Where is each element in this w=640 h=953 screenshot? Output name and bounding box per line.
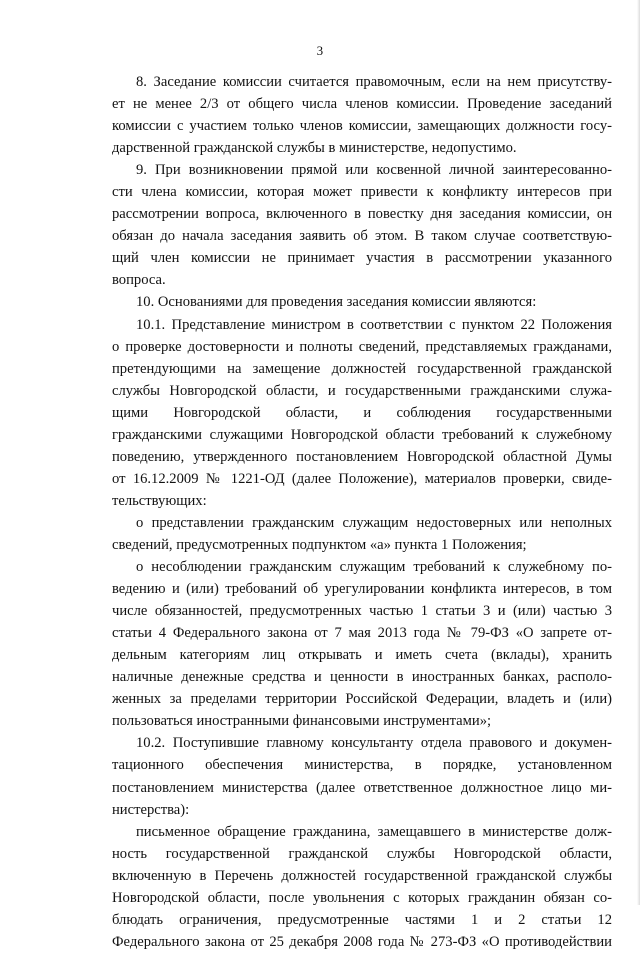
text-line: 10.1. Представление министром в соответствии с пунктом 22 Положения: [136, 316, 612, 333]
text-line: 8. Заседание комиссии считается правомочным, если на нем присутству-: [136, 74, 612, 90]
page-number: 3: [316, 43, 324, 58]
text-line: о несоблюдении гражданским служащим требований к служебному по-: [136, 559, 612, 576]
text-line: обязан до начала заседания заявить об этом. В таком случае соответствую-: [112, 228, 612, 245]
text-line: щими Новгородской области, и соблюдения государственными: [112, 404, 612, 421]
text-line: Федерального закона от 25 декабря 2008 года № 273-ФЗ «О противодействии: [112, 933, 612, 950]
text-line: пользоваться иностранными финансовыми инструментами»;: [112, 713, 492, 730]
text-line: 10.2. Поступившие главному консультанту отдела правового и докумен-: [136, 735, 612, 752]
text-line: блюдать ограничения, предусмотренные частями 1 и 2 статьи 12: [112, 911, 612, 928]
text-line: нистерства):: [112, 801, 190, 818]
text-line: Новгородской области, после увольнения с которых гражданин обязан со-: [112, 889, 612, 906]
text-line: сведений, предусмотренных подпунктом «а» пункта 1 Положения;: [112, 536, 527, 553]
text-line: ность государственной гражданской службы Новгородской области,: [112, 845, 612, 862]
text-line: 10. Основаниями для проведения заседания комиссии являются:: [136, 294, 537, 311]
text-line: дарственной гражданской службы в министерстве, недопустимо.: [112, 140, 517, 157]
text-line: вопроса.: [112, 272, 166, 289]
text-line: службы Новгородской области, и государственными гражданскими служа-: [112, 382, 612, 399]
document-body: [112, 71, 612, 953]
text-line: ведению и (или) требований об урегулировании конфликта интересов, в том: [112, 581, 612, 598]
text-line: тационного обеспечения министерства, в порядке, установленном: [112, 757, 612, 774]
text-line: претендующими на замещение должностей государственной гражданской: [112, 360, 612, 377]
text-line: письменное обращение гражданина, замещавшего в министерстве долж-: [136, 823, 612, 840]
text-line: сти члена комиссии, которая может привести к конфликту интересов при: [112, 184, 612, 201]
text-line: числе обязанностей, предусмотренных частью 1 статьи 3 и (или) частью 3: [112, 603, 612, 620]
text-line: поведению, утвержденного постановлением Новгородской областной Думы: [112, 448, 612, 465]
text-line: дельным категориям лиц открывать и иметь счета (вклады), хранить: [112, 647, 612, 664]
text-line: статьи 4 Федерального закона от 7 мая 2013 года № 79-ФЗ «О запрете от-: [112, 625, 612, 642]
text-line: ет не менее 2/3 от общего числа членов комиссии. Проведение заседаний: [112, 96, 612, 113]
text-line: комиссии с участием только членов комиссии, замещающих должности госу-: [112, 118, 612, 135]
text-line: гражданскими служащими Новгородской области требований к служебному: [112, 426, 612, 443]
text-line: включенную в Перечень должностей государственной гражданской службы: [112, 867, 612, 884]
text-line: о проверке достоверности и полноты сведений, представляемых гражданами,: [112, 338, 612, 355]
text-line: от 16.12.2009 № 1221-ОД (далее Положение), материалов проверки, свиде-: [112, 470, 612, 487]
text-line: постановлением министерства (далее ответственное должностное лицо ми-: [112, 779, 612, 796]
text-line: о представлении гражданским служащим недостоверных или неполных: [136, 514, 612, 531]
text-line: наличные денежные средства и ценности в иностранных банках, располо-: [112, 669, 612, 686]
text-line: 9. При возникновении прямой или косвенной личной заинтересованно-: [136, 162, 612, 179]
text-line: щий член комиссии не принимает участия в рассмотрении указанного: [112, 250, 612, 267]
text-line: тельствующих:: [112, 492, 207, 509]
text-line: женных за пределами территории Российской Федерации, владеть и (или): [112, 691, 612, 708]
text-line: рассмотрении вопроса, включенного в повестку дня заседания комиссии, он: [112, 206, 612, 223]
